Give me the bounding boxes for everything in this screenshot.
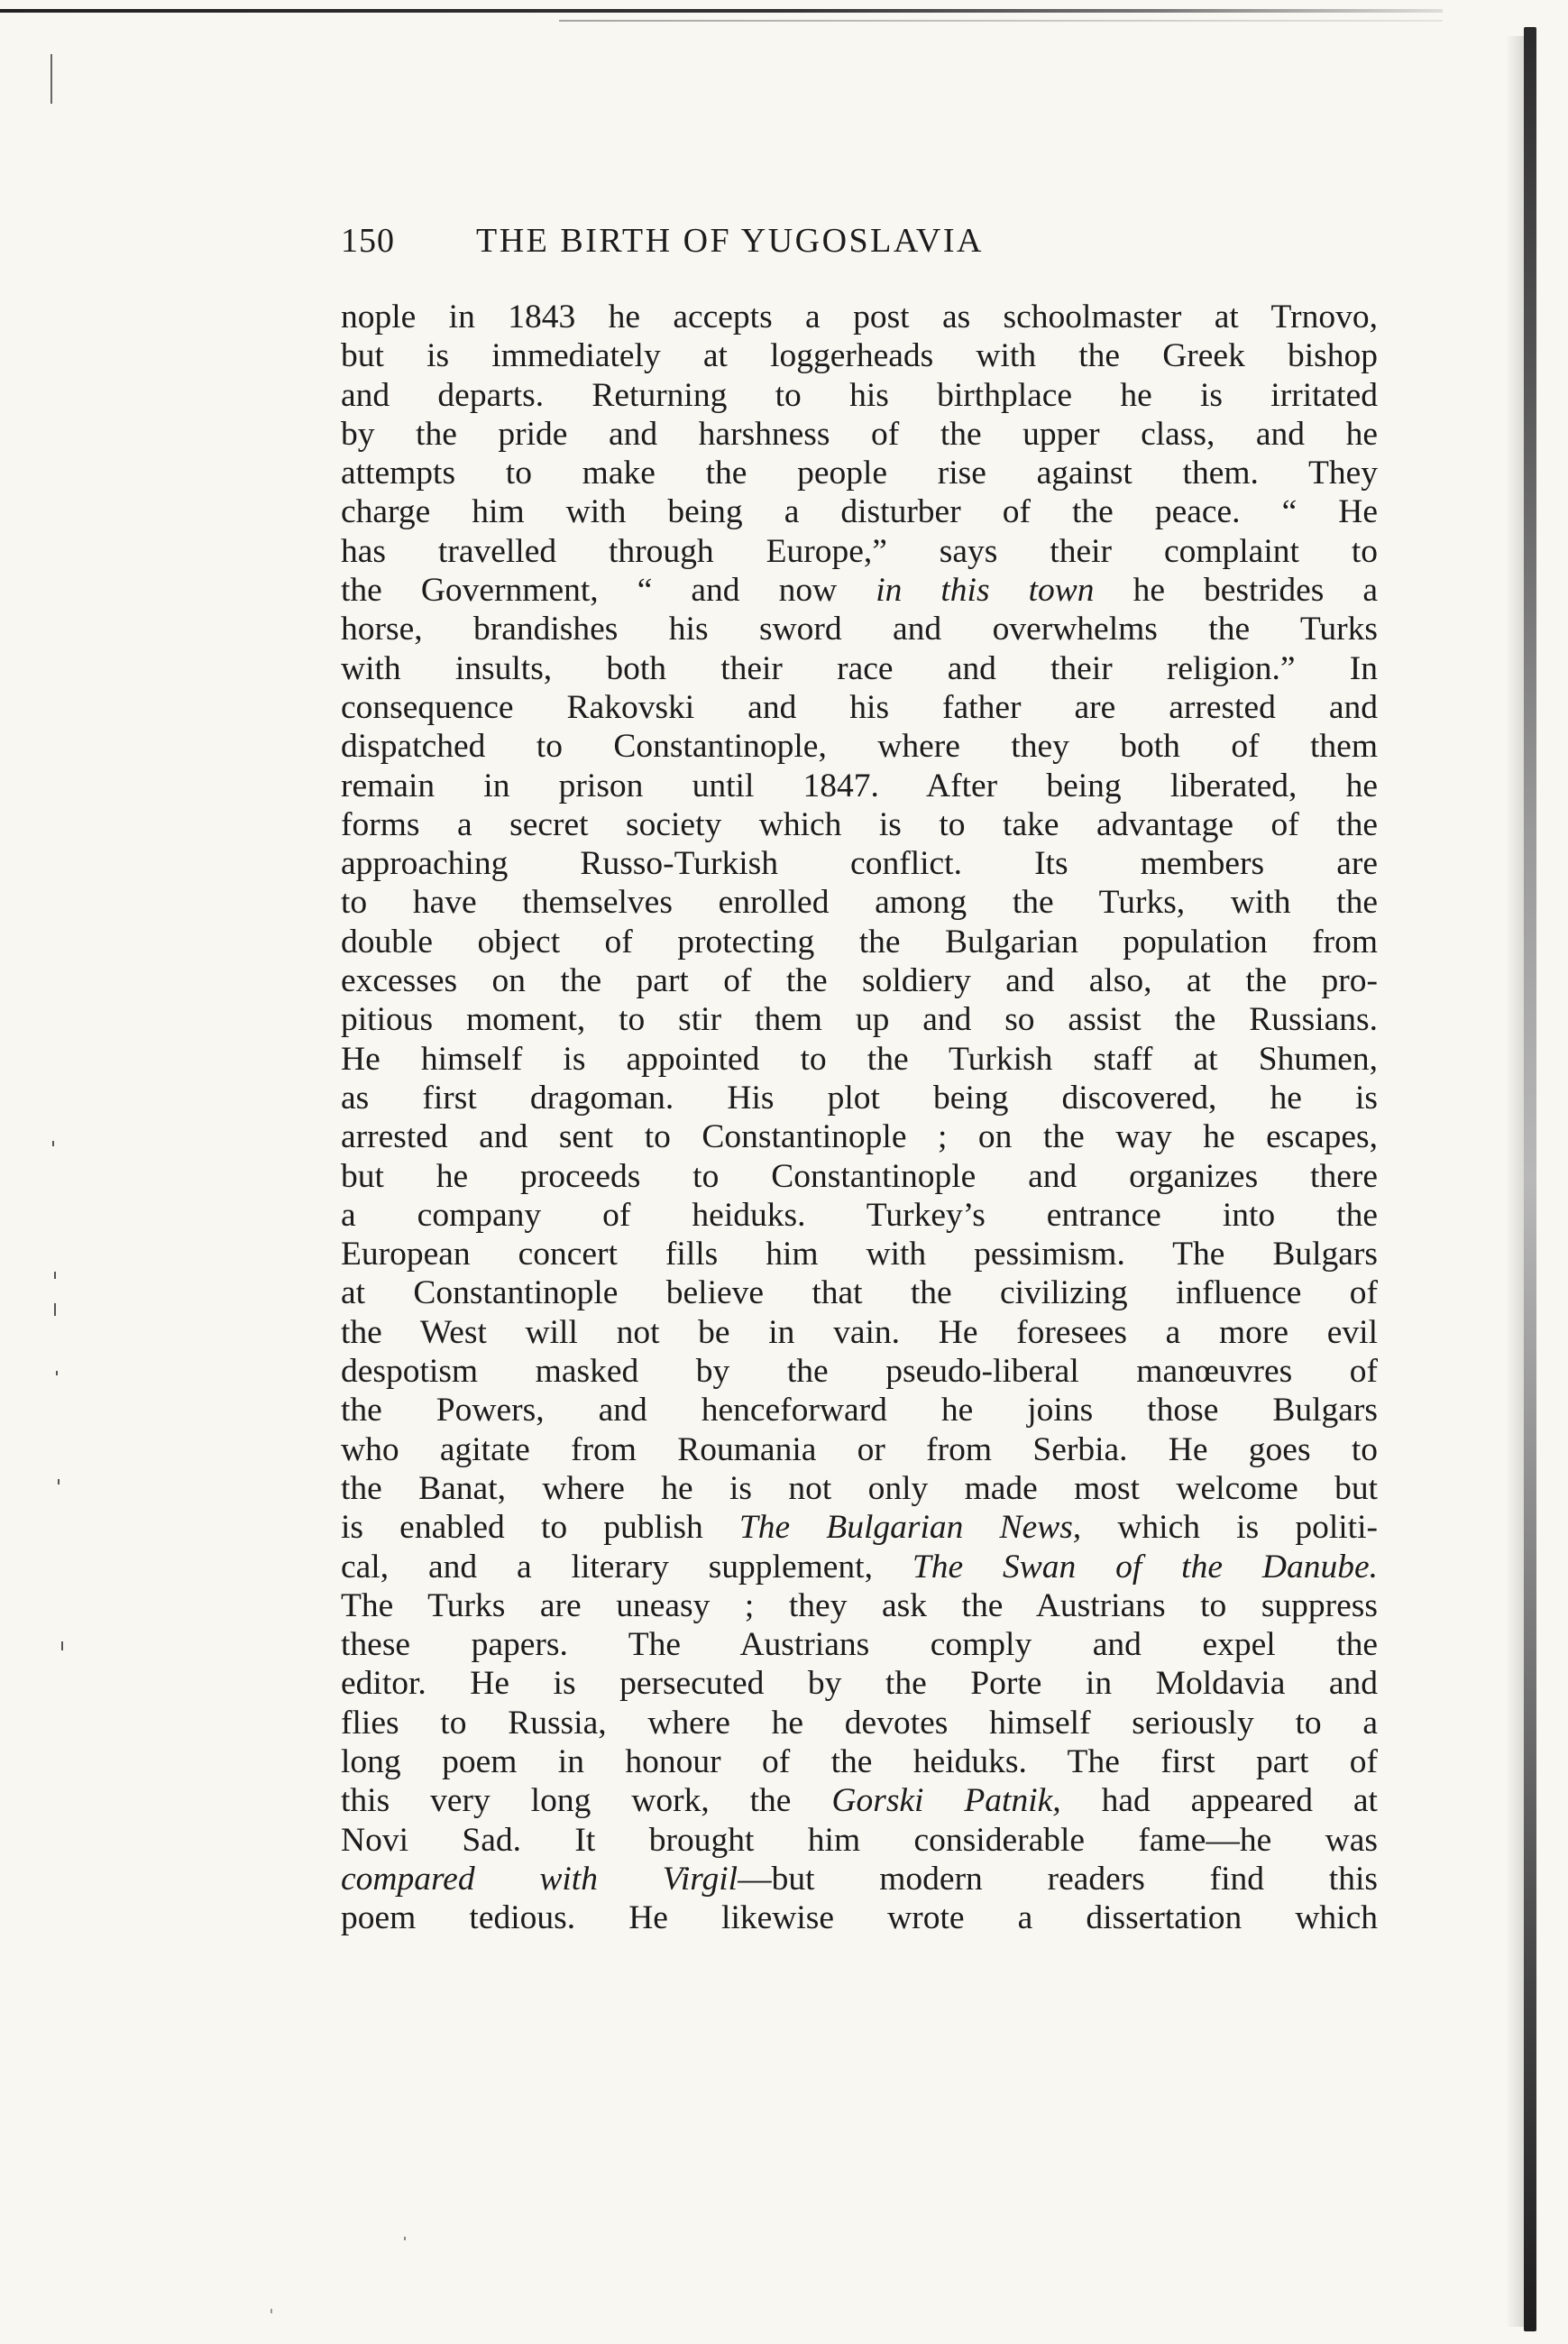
running-title: THE BIRTH OF YUGOSLAVIA [476,222,984,260]
body-text [341,298,1378,1937]
text-line: editor. He is persecuted by the Porte in Moldavia and [341,1665,1378,1703]
scan-top-rule [0,9,1443,13]
margin-speck [54,1303,56,1316]
margin-speck [52,1141,54,1146]
text-line: but is immediately at loggerheads with the Greek bishop [341,337,1378,375]
text-line: to have themselves enrolled among the Turks, with the [341,884,1378,922]
text-line: consequence Rakovski and his father are arrested and [341,688,1378,726]
text-line: nople in 1843 he accepts a post as schoolmaster at Trnovo, [341,299,1378,336]
text-line: despotism masked by the pseudo-liberal manœuvres of [341,1353,1378,1391]
text-line: flies to Russia, where he devotes himself seriously to a [341,1704,1378,1742]
margin-speck [54,1272,56,1279]
text-line: these papers. The Austrians comply and expel the [341,1626,1378,1664]
text-line: double object of protecting the Bulgarian population from [341,923,1378,961]
text-line: and departs. Returning to his birthplace he is irritated [341,376,1378,414]
margin-speck [404,2237,406,2240]
text-line: approaching Russo-Turkish conflict. Its members are [341,845,1378,883]
text-line: horse, brandishes his sword and overwhelms the Turks [341,611,1378,648]
text-line: poem tedious. He likewise wrote a dissertation which [341,1899,1378,1937]
text-line: a company of heiduks. Turkey’s entrance into the [341,1196,1378,1234]
text-line: The Turks are uneasy ; they ask the Austrians to suppress [341,1586,1378,1624]
text-line: attempts to make the people rise against them. They [341,455,1378,492]
scan-top-rule-faint [559,20,1443,22]
text-line: dispatched to Constantinople, where they both of them [341,728,1378,766]
page-header [341,221,1378,275]
margin-speck [56,1371,58,1375]
margin-speck [50,54,52,104]
page-number: 150 [341,222,395,260]
text-line: long poem in honour of the heiduks. The first part of [341,1742,1378,1780]
text-line: the Government, “ and now in this town he bestrides a [341,572,1378,610]
text-line: the West will not be in vain. He foresees a more evil [341,1313,1378,1351]
text-line: He himself is appointed to the Turkish staff at Shumen, [341,1040,1378,1078]
text-line: with insults, both their race and their religion.” In [341,649,1378,687]
text-line: charge him with being a disturber of the peace. “ He [341,493,1378,531]
scan-right-edge [1524,27,1536,2331]
text-line: is enabled to publish The Bulgarian News, which is politi- [341,1509,1378,1547]
text-line: who agitate from Roumania or from Serbia. He goes to [341,1430,1378,1468]
text-line: but he proceeds to Constantinople and organizes there [341,1157,1378,1195]
text-line: the Banat, where he is not only made most welcome but [341,1469,1378,1507]
margin-speck [61,1641,63,1650]
text-line: compared with Virgil—but modern readers find this [341,1860,1378,1898]
text-line: the Powers, and henceforward he joins those Bulgars [341,1392,1378,1429]
text-line: remain in prison until 1847. After being liberated, he [341,767,1378,804]
text-line: as first dragoman. His plot being discovered, he is [341,1079,1378,1117]
text-line: has travelled through Europe,” says their complaint to [341,532,1378,570]
margin-speck [271,2309,272,2313]
text-line: by the pride and harshness of the upper class, and he [341,415,1378,453]
text-line: arrested and sent to Constantinople ; on the way he escapes, [341,1118,1378,1156]
text-line: cal, and a literary supplement, The Swan of the Danube. [341,1548,1378,1586]
text-line: this very long work, the Gorski Patnik, had appeared at [341,1782,1378,1820]
text-line: pitious moment, to stir them up and so assist the Russians. [341,1001,1378,1039]
margin-speck [58,1479,60,1485]
text-line: at Constantinople believe that the civilizing influence of [341,1274,1378,1312]
scan-edge-shadow [1506,36,1524,2327]
text-line: excesses on the part of the soldiery and also, at the pro- [341,962,1378,1000]
text-line: European concert fills him with pessimism. The Bulgars [341,1236,1378,1273]
text-line: Novi Sad. It brought him considerable fame—he was [341,1821,1378,1859]
text-line: forms a secret society which is to take advantage of the [341,805,1378,843]
